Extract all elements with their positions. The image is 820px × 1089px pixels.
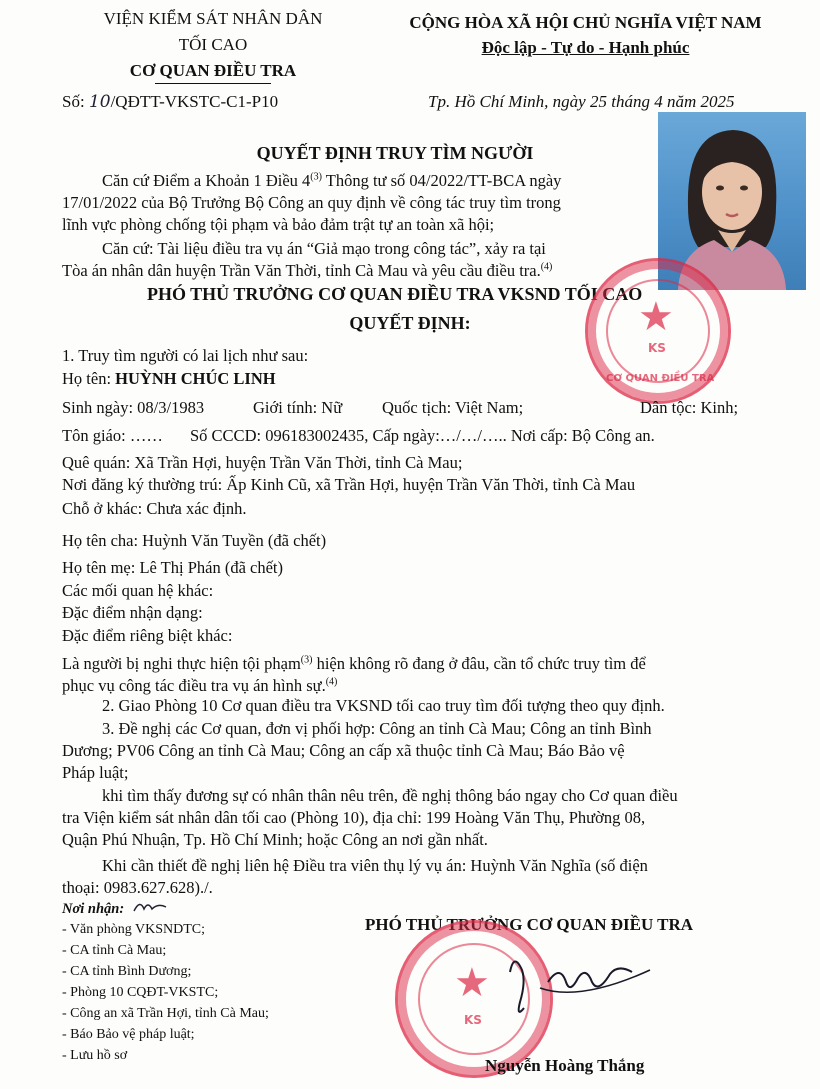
religion: Tôn giáo: ……	[62, 426, 163, 445]
hometown: Quê quán: Xã Trần Hợi, huyện Trần Văn Thời, tỉnh Cà Mau;	[62, 453, 463, 472]
reason-line-1	[62, 653, 646, 675]
signer-name: Nguyễn Hoàng Thắng	[485, 1056, 645, 1075]
agency-name-line1: VIỆN KIỂM SÁT NHÂN DÂN	[103, 9, 323, 28]
footnote-ref: (4)	[325, 676, 338, 688]
seal-center-text: KS	[464, 1013, 482, 1027]
reason-text: Là người bị nghi thực hiện tội phạm	[62, 654, 301, 673]
document-number	[62, 91, 278, 113]
father-name: Họ tên cha: Huỳnh Văn Tuyền (đã chết)	[62, 531, 327, 550]
doc-number-suffix: /QĐTT-VKSTC-C1-P10	[110, 92, 279, 111]
signature-scribble-icon	[500, 942, 680, 1032]
suspect-name-row	[62, 368, 276, 390]
recipients-initials	[132, 897, 172, 920]
handwritten-signature	[500, 942, 680, 1037]
country-name: CỘNG HÒA XÃ HỘI CHỦ NGHĨA VIỆT NAM	[409, 13, 762, 32]
section-intro: 1. Truy tìm người có lai lịch như sau:	[62, 346, 309, 365]
official-seal-top	[585, 258, 731, 404]
recipient-item: - Báo Bảo vệ pháp luật;	[62, 1027, 195, 1042]
issuing-authority: PHÓ THỦ TRƯỞNG CƠ QUAN ĐIỀU TRA VKSND TỐI CAO	[147, 284, 643, 304]
item-3-line-3: Pháp luật;	[62, 763, 129, 782]
gender: Giới tính: Nữ	[253, 398, 343, 417]
agency-name-line3: CƠ QUAN ĐIỀU TRA	[129, 61, 297, 80]
agency-name-line2: TỐI CAO	[178, 35, 248, 54]
id-card-line: Số CCCD: 096183002435, Cấp ngày:…/…/….. Nơi cấp: Bộ Công an.	[190, 426, 655, 445]
recipient-item: - Văn phòng VKSNDTC;	[62, 922, 205, 937]
item-5-line-1: Khi cần thiết đề nghị liên hệ Điều tra viên thụ lý vụ án: Huỳnh Văn Nghĩa (số điện	[102, 856, 648, 875]
seal-center-text: KS	[648, 341, 666, 355]
preamble-text: Thông tư số 04/2022/TT-BCA ngày	[321, 171, 562, 190]
other-relations: Các mối quan hệ khác:	[62, 581, 214, 600]
preamble-line-4: Căn cứ: Tài liệu điều tra vụ án “Giả mạo trong công tác”, xảy ra tại	[102, 239, 546, 258]
item-5-line-2: thoại: 0983.627.628)./.	[62, 878, 213, 897]
place-and-date: Tp. Hồ Chí Minh, ngày 25 tháng 4 năm 2025	[428, 92, 735, 111]
item-2: 2. Giao Phòng 10 Cơ quan điều tra VKSND tối cao truy tìm đối tượng theo quy định.	[102, 696, 665, 715]
reason-line-2	[62, 675, 337, 697]
name-label: Họ tên:	[62, 369, 116, 388]
preamble-text: Căn cứ Điểm a Khoản 1 Điều 4	[102, 171, 311, 190]
preamble-line-1	[102, 170, 561, 192]
handwritten-initials-icon	[132, 897, 172, 915]
preamble-line-3: lĩnh vực phòng chống tội phạm và bảo đảm trật tự an toàn xã hội;	[62, 215, 495, 234]
recipients-label: Nơi nhận:	[62, 901, 125, 917]
recipient-item: - Lưu hồ sơ	[62, 1048, 128, 1063]
reason-text: phục vụ công tác điều tra vụ án hình sự.	[62, 676, 326, 695]
permanent-residence: Nơi đăng ký thường trú: Ấp Kinh Cũ, xã Trần Hợi, huyện Trần Văn Thời, tỉnh Cà Mau	[62, 475, 636, 494]
footnote-ref: (4)	[540, 261, 553, 273]
identifying-features: Đặc điểm nhận dạng:	[62, 603, 203, 622]
reason-text: hiện không rõ đang ở đâu, cần tổ chức truy tìm để	[312, 654, 646, 673]
recipient-item: - Phòng 10 CQĐT-VKSTC;	[62, 985, 219, 1000]
footnote-ref: (3)	[310, 171, 322, 183]
doc-number-handwritten: 10	[88, 92, 111, 112]
other-residence: Chỗ ở khác: Chưa xác định.	[62, 499, 247, 518]
mother-name: Họ tên mẹ: Lê Thị Phán (đã chết)	[62, 558, 284, 577]
date-of-birth: Sinh ngày: 08/3/1983	[62, 398, 205, 417]
preamble-text: Tòa án nhân dân huyện Trần Văn Thời, tỉnh Cà Mau và yêu cầu điều tra.	[62, 261, 541, 280]
item-3-line-2: Dương; PV06 Công an tỉnh Cà Mau; Công an cấp xã thuộc tỉnh Cà Mau; Báo Bảo vệ	[62, 741, 625, 760]
decision-heading: QUYẾT ĐỊNH:	[349, 313, 471, 333]
item-4-line-1: khi tìm thấy đương sự có nhân thân nêu trên, đề nghị thông báo ngay cho Cơ quan điều	[102, 786, 678, 805]
footnote-ref: (3)	[300, 654, 313, 666]
preamble-line-2: 17/01/2022 của Bộ Trưởng Bộ Công an quy định về công tác truy tìm trong	[62, 193, 561, 212]
item-3-line-1: 3. Đề nghị các Cơ quan, đơn vị phối hợp: Công an tỉnh Cà Mau; Công an tỉnh Bình	[102, 719, 652, 738]
recipient-item: - CA tỉnh Bình Dương;	[62, 964, 192, 979]
signer-title: PHÓ THỦ TRƯỞNG CƠ QUAN ĐIỀU TRA	[365, 915, 694, 934]
item-4-line-3: Quận Phú Nhuận, Tp. Hồ Chí Minh; hoặc Công an nơi gần nhất.	[62, 830, 488, 849]
special-features: Đặc điểm riêng biệt khác:	[62, 626, 233, 645]
seal-ring-text: CƠ QUAN ĐIỀU TRA	[606, 373, 715, 384]
suspect-name: HUỲNH CHÚC LINH	[115, 369, 276, 388]
document-title: QUYẾT ĐỊNH TRUY TÌM NGƯỜI	[256, 143, 534, 163]
doc-number-prefix: Số:	[62, 92, 89, 111]
seal-star-icon: ★	[638, 294, 674, 340]
recipient-item: - CA tỉnh Cà Mau;	[62, 943, 167, 958]
national-motto: Độc lập - Tự do - Hạnh phúc	[481, 38, 690, 57]
recipient-item: - Công an xã Trần Hợi, tỉnh Cà Mau;	[62, 1006, 269, 1021]
nationality: Quốc tịch: Việt Nam;	[382, 398, 524, 417]
ethnicity: Dân tộc: Kinh;	[640, 398, 739, 417]
seal-star-icon: ★	[454, 960, 490, 1006]
preamble-line-5	[62, 260, 552, 282]
agency-underline	[155, 83, 271, 84]
item-4-line-2: tra Viện kiểm sát nhân dân tối cao (Phòng 10), địa chỉ: 199 Hoàng Văn Thụ, Phường 08,	[62, 808, 646, 827]
